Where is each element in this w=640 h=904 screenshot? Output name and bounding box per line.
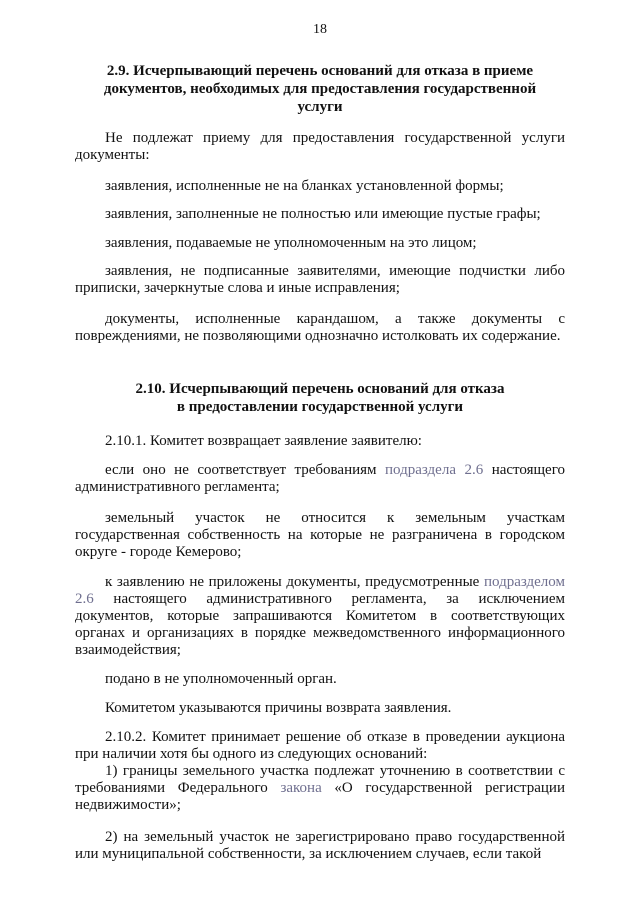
return-reason: земельный участок не относится к земельным участкам государственная собственность на которые не разграничена в городском округе - городе Кемерово; [75, 510, 565, 560]
section-2-9-heading [75, 62, 565, 116]
paragraph-2-10-1: 2.10.1. Комитет возвращает заявление заявителю: [105, 433, 422, 449]
list-item: заявления, подаваемые не уполномоченным на это лицом; [105, 235, 477, 251]
subsection-link[interactable]: подразделом 2.6 [75, 574, 565, 607]
heading-line: в предоставлении государственной услуги [176, 399, 464, 415]
return-reason [75, 462, 565, 496]
heading-line: документов, необходимых для предоставления государственной [103, 81, 537, 97]
text-span: настоящего административного регламента, за исключением документов, которые запрашиваются Комитетом в соответствующих органах и организациях в порядке межведомственного информационного взаимодействия; [75, 591, 565, 658]
text-span: к заявлению не приложены документы, предусмотренные [105, 574, 484, 590]
list-item: документы, исполненные карандашом, а также документы с повреждениями, не позволяющими однозначно истолковать их содержание. [75, 311, 565, 344]
paragraph-2-10-2: 2.10.2. Комитет принимает решение об отказе в проведении аукциона при наличии хотя бы одного из следующих оснований: [75, 729, 565, 762]
text-span: настоящего административного регламента; [75, 462, 565, 495]
heading-line: 2.9. Исчерпывающий перечень оснований для отказа в приеме [106, 63, 534, 79]
return-reason [75, 574, 565, 659]
page-number: 18 [313, 22, 327, 37]
list-item: заявления, исполненные не на бланках установленной формы; [105, 178, 504, 194]
heading-line: 2.10. Исчерпывающий перечень оснований для отказа [135, 381, 505, 397]
section-2-10-heading [75, 380, 565, 416]
list-item: заявления, заполненные не полностью или имеющие пустые графы; [105, 206, 541, 222]
text-span: 1) границы земельного участка подлежат уточнению в соответствии с требованиями Федерального [75, 763, 565, 796]
text-span: «О государственной регистрации недвижимости»; [75, 780, 565, 813]
refusal-ground: 2) на земельный участок не зарегистрировано право государственной или муниципальной собственности, за исключением случаев, если такой [75, 829, 565, 862]
refusal-ground [75, 763, 565, 814]
subsection-link[interactable]: подраздела 2.6 [385, 462, 484, 478]
text-span: если оно не соответствует требованиям [105, 462, 386, 478]
paragraph-note: Комитетом указываются причины возврата заявления. [105, 700, 452, 716]
list-item: заявления, не подписанные заявителями, имеющие подчистки либо приписки, зачеркнутые слова и иные исправления; [75, 263, 565, 296]
return-reason: подано в не уполномоченный орган. [105, 671, 337, 687]
paragraph-intro: Не подлежат приему для предоставления государственной услуги документы: [75, 130, 565, 163]
heading-line: услуги [297, 99, 343, 115]
law-link[interactable]: закона [280, 780, 322, 796]
